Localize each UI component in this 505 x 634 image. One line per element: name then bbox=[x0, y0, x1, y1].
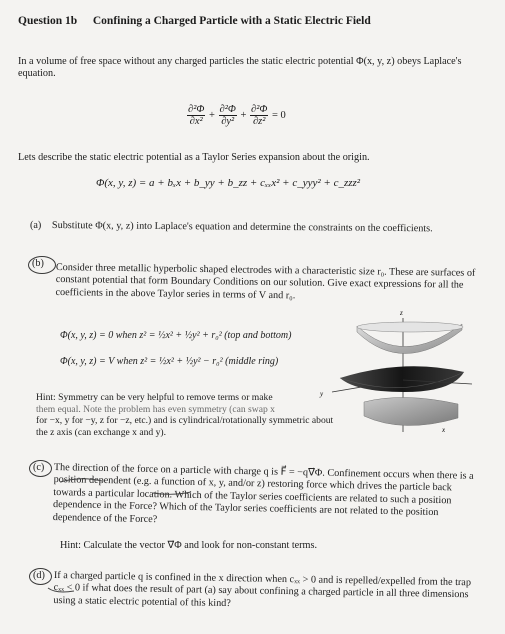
part-d-annotation-curve bbox=[46, 586, 76, 594]
laplace-equation: $\frac{\text{∂²Φ}}{\text{∂x²}}$ + $\frac{\text{∂²Φ}}{\text{∂y²}}$ + $\frac{\text{∂²Φ}}{\text{∂z²}}$ = 0 bbox=[188, 104, 286, 127]
y-axis-label: y bbox=[320, 390, 324, 398]
ring-electrode bbox=[340, 366, 464, 392]
hint-line-1: Hint: Symmetry can be very helpful to remove terms or make bbox=[36, 392, 273, 403]
question-title: Confining a Charged Particle with a Static Electric Field bbox=[92, 15, 371, 27]
hint-line-3: for −x, y for −y, z for −z, etc.) and is cylindrical/rotationally symmetric about the z axis (can exchange x and y). bbox=[36, 415, 334, 438]
laplace-term2-num: ∂²Φ bbox=[219, 104, 236, 115]
part-c-underline bbox=[152, 490, 192, 496]
part-b-hint bbox=[36, 392, 336, 438]
top-electrode-rim bbox=[357, 322, 463, 332]
laplace-term1-den: ∂x² bbox=[189, 116, 203, 127]
z-axis-label: z bbox=[400, 309, 403, 317]
part-a-label: (a) bbox=[30, 220, 42, 231]
laplace-term3-num: ∂²Φ bbox=[251, 104, 268, 115]
part-c-label: (c) bbox=[33, 462, 45, 473]
part-b-label: (b) bbox=[32, 258, 44, 269]
question-number: Question 1b bbox=[18, 15, 78, 27]
laplace-term1-num: ∂²Φ bbox=[188, 104, 205, 115]
x-axis-label: x bbox=[442, 426, 446, 434]
taylor-intro: Lets describe the static electric potential as a Taylor Series expansion about the origin. bbox=[18, 152, 370, 163]
part-c-hint: Hint: Calculate the vector ∇⃗Φ and look for non-constant terms. bbox=[60, 540, 317, 551]
part-c-annotation-curve bbox=[58, 478, 104, 484]
boundary-condition-2: Φ(x, y, z) = V when z² = ½x² + ½y² − r₀² (middle ring) bbox=[60, 356, 279, 367]
hint-line-2: them equal. Note the problem has even symmetry (can swap x bbox=[36, 403, 275, 415]
taylor-equation: Φ(x, y, z) = a + bₓx + b_yy + b_zz + cₓₓx² + c_yyy² + c_zzz² bbox=[96, 177, 361, 189]
hyperbolic-electrodes-figure bbox=[312, 306, 482, 438]
part-a-text: Substitute Φ(x, y, z) into Laplace's equation and determine the constraints on the coefficients. bbox=[51, 220, 433, 235]
boundary-condition-1: Φ(x, y, z) = 0 when z² = ½x² + ½y² + r₀² (top and bottom) bbox=[60, 330, 292, 341]
part-d-label: (d) bbox=[33, 570, 45, 581]
laplace-term2-den: ∂y² bbox=[221, 116, 235, 127]
bottom-electrode bbox=[364, 397, 458, 425]
laplace-rhs: = 0 bbox=[272, 109, 286, 121]
laplace-term3-den: ∂z² bbox=[252, 116, 266, 127]
part-d-text: If a charged particle q is confined in the x direction when cₓₓ > 0 and is repelled/expelled from the trap cₓₓ < 0 if what does the result of part (a) say about confining a charged particle in all three dimensions using a static electric potential of this kind? bbox=[53, 570, 472, 609]
part-c-text: The direction of the force on a particle with charge q is F⃗ = −q∇⃗Φ. Confinement occurs when there is a position dependent (e.g. a function of x, y, and/or z) restoring force which drives the particle back towards a particular location. Which of the Taylor series coefficients are related to such a position dependence in the Force? Which of the Taylor series coefficients are not related to the position dependence of the Force? bbox=[52, 462, 474, 525]
intro-paragraph: In a volume of free space without any charged particles the static electric potential Φ(x, y, z) obeys Laplace's equation. bbox=[18, 56, 462, 80]
part-b-text: Consider three metallic hyperbolic shaped electrodes with a characteristic size r₀. These are surfaces of constant potential that form Boundary Conditions on our solution. Give exact expressions for all the coefficients in the above Taylor series in terms of V and r₀. bbox=[55, 262, 476, 302]
question-heading bbox=[18, 15, 371, 27]
